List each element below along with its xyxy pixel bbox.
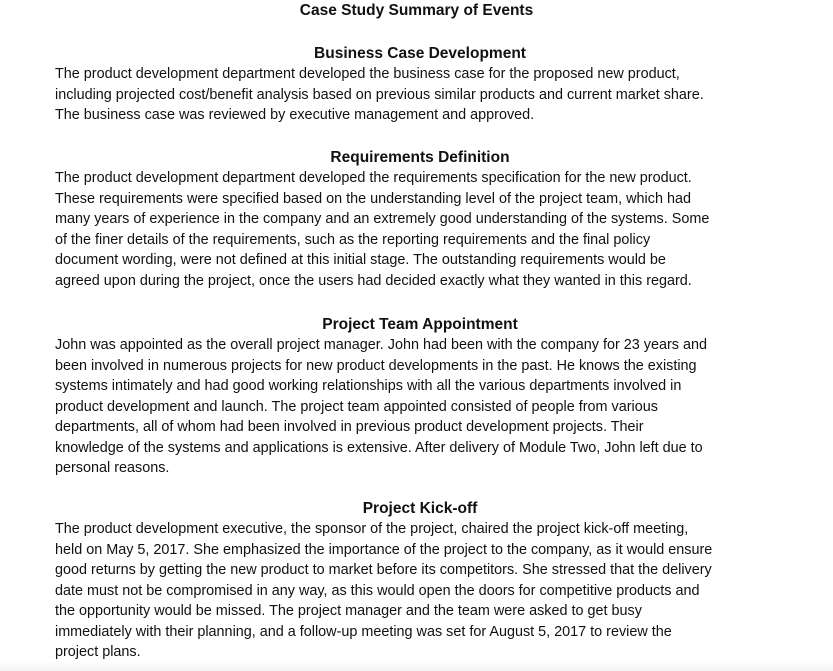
section-team-appointment <box>55 315 785 479</box>
paragraph-line: good returns by getting the new product to market before its competitors. She stressed that the delivery <box>55 562 712 579</box>
paragraph-line: departments, all of whom had been involved in previous product development projects. Their <box>55 419 644 436</box>
paragraph-line: personal reasons. <box>55 460 170 477</box>
section-heading: Project Team Appointment <box>322 316 518 333</box>
section-business-case <box>55 44 785 126</box>
section-paragraph <box>55 64 785 126</box>
paragraph-line: These requirements were specified based on the understanding level of the project team, which had <box>55 190 691 207</box>
paragraph-line: of the finer details of the requirements, such as the reporting requirements and the final policy <box>55 231 651 248</box>
paragraph-line: The business case was reviewed by executive management and approved. <box>55 107 535 124</box>
section-paragraph <box>55 335 785 479</box>
paragraph-line: date must not be compromised in any way, as this would open the doors for competitive products and <box>55 582 700 599</box>
paragraph-line: held on May 5, 2017. She emphasized the importance of the project to the company, as it would ensure <box>55 541 713 558</box>
paragraph-line: document wording, were not defined at this initial stage. The outstanding requirements would be <box>55 252 666 269</box>
section-paragraph <box>55 168 785 291</box>
paragraph-line: the opportunity would be missed. The project manager and the team were asked to get busy <box>55 603 642 620</box>
paragraph-line: product development and launch. The project team appointed consisted of people from various <box>55 398 658 415</box>
paragraph-line: agreed upon during the project, once the users had decided exactly what they wanted in this regard. <box>55 272 692 289</box>
paragraph-line: including projected cost/benefit analysis based on previous similar products and current market share. <box>55 86 704 103</box>
paragraph-line: knowledge of the systems and applications is extensive. After delivery of Module Two, John left due to <box>55 439 703 456</box>
paragraph-line: systems intimately and had good working relationships with all the various departments involved in <box>55 378 682 395</box>
paragraph-line: The product development department developed the requirements specification for the new product. <box>55 170 692 187</box>
paragraph-line: been involved in numerous projects for new product developments in the past. He knows the existing <box>55 357 697 374</box>
section-requirements <box>55 148 785 291</box>
paragraph-line: project plans. <box>55 644 141 661</box>
section-kickoff <box>55 499 785 663</box>
paragraph-line: The product development department developed the business case for the proposed new product, <box>55 66 680 83</box>
paragraph-line: immediately with their planning, and a follow-up meeting was set for August 5, 2017 to review the <box>55 623 672 640</box>
section-heading: Project Kick-off <box>362 500 478 517</box>
page-bottom-shadow <box>0 661 833 671</box>
paragraph-line: many years of experience in the company and an extremely good understanding of the systems. Some <box>55 211 710 228</box>
paragraph-line: John was appointed as the overall project manager. John had been with the company for 23 years and <box>55 337 707 354</box>
document-title: Case Study Summary of Events <box>299 2 534 19</box>
paragraph-line: The product development executive, the sponsor of the project, chaired the project kick-off meeting, <box>55 521 689 538</box>
section-heading: Business Case Development <box>314 45 526 62</box>
section-heading: Requirements Definition <box>330 149 510 166</box>
section-paragraph <box>55 519 785 663</box>
